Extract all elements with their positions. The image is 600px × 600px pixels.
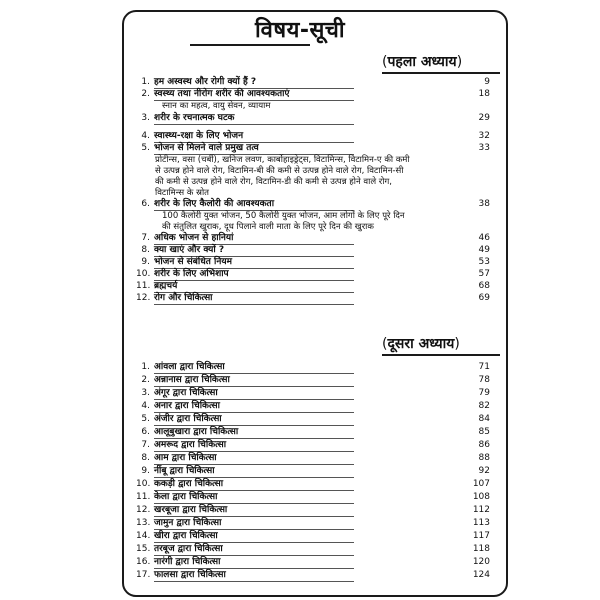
page-number: 88 (478, 453, 490, 463)
entry-title: खीरा द्वारा चिकित्सा (154, 531, 218, 541)
page-number: 79 (478, 388, 490, 398)
entry-number: 12. (136, 505, 151, 515)
entry-number: 10. (136, 269, 151, 279)
toc-entry (136, 570, 226, 581)
entry-title: तरबूज द्वारा चिकित्सा (154, 544, 223, 554)
entry-number: 9. (141, 466, 150, 476)
entry-number: 8. (141, 453, 150, 463)
entry-subtopics: विटामिन्स के स्रोत (155, 188, 209, 198)
page-number: 68 (478, 281, 490, 291)
entry-title: अंजीर द्वारा चिकित्सा (154, 414, 222, 424)
entry-subtopics: की संतुलित खुराक, दूध पिलाने वाली माता के लिए पूरे दिन की खुराक (162, 222, 374, 232)
page-number: 86 (478, 440, 490, 450)
entry-title: स्वास्थ्य-रक्षा के लिए भोजन (154, 131, 244, 141)
entry-title: शरीर के लिए अभिशाप (154, 269, 229, 279)
toc-entry (136, 544, 223, 555)
entry-underline (154, 503, 354, 504)
chapter-2-underline (382, 354, 500, 356)
entry-underline (154, 124, 354, 125)
entry-number: 2. (141, 89, 150, 99)
entry-number: 13. (136, 518, 151, 528)
entry-underline (154, 304, 354, 305)
toc-entry (136, 362, 225, 373)
toc-entry (136, 531, 218, 542)
entry-number: 7. (141, 440, 150, 450)
toc-entry (136, 557, 220, 568)
entry-number: 11. (136, 492, 151, 502)
entry-number: 1. (141, 77, 150, 87)
title-underline (190, 44, 310, 46)
page-number: 57 (478, 269, 490, 279)
entry-number: 9. (141, 257, 150, 267)
page-number: 32 (478, 131, 490, 141)
entry-number: 8. (141, 245, 150, 255)
entry-title: भोजन से मिलने वाले प्रमुख तत्व (154, 143, 259, 153)
entry-title: अंगूर द्वारा चिकित्सा (154, 388, 218, 398)
entry-underline (154, 464, 354, 465)
entry-underline (154, 425, 354, 426)
toc-entry (136, 401, 220, 412)
entry-underline (154, 438, 354, 439)
entry-underline (154, 555, 354, 556)
entry-number: 5. (141, 143, 150, 153)
chapter-2-heading: (दूसरा अध्याय) (382, 336, 460, 352)
entry-number: 7. (141, 233, 150, 243)
entry-title: अधिक भोजन से हानियां (154, 233, 234, 243)
entry-title: फालसा द्वारा चिकित्सा (154, 570, 226, 580)
page-number: 49 (478, 245, 490, 255)
entry-number: 14. (136, 531, 151, 541)
entry-title: भोजन से संबंधित नियम (154, 257, 232, 267)
entry-title: ब्रह्मचर्य (154, 281, 178, 291)
page-number: 124 (472, 570, 490, 580)
toc-entry (136, 245, 224, 256)
page-number: 78 (478, 375, 490, 385)
entry-subtopics: की कमी से उत्पन्न होने वाले रोग, विटामिन-डी की कमी से उत्पन्न होने वाले रोग, (155, 177, 392, 187)
page-number: 84 (478, 414, 490, 424)
page-number: 46 (478, 233, 490, 243)
toc-entry (136, 281, 177, 292)
entry-underline (154, 386, 354, 387)
page-number: 92 (478, 466, 490, 476)
page-number: 120 (472, 557, 490, 567)
chapter-1-underline (382, 72, 500, 74)
entry-underline (154, 529, 354, 530)
entry-number: 12. (136, 293, 151, 303)
page-number: 9 (484, 77, 490, 87)
entry-title: खरबूजा द्वारा चिकित्सा (154, 505, 228, 515)
toc-entry (136, 199, 274, 210)
entry-underline (154, 477, 354, 478)
entry-number: 6. (141, 427, 150, 437)
entry-subtopics: 100 कैलोरी युक्त भोजन, 50 कैलोरी युक्त भोजन, आम लोगों के लिए पूरे दिन (162, 211, 405, 221)
chapter-1-heading: (पहला अध्याय) (382, 54, 463, 70)
page-number: 18 (478, 89, 490, 99)
entry-underline (154, 568, 354, 569)
toc-entry (136, 479, 223, 490)
page-number: 53 (478, 257, 490, 267)
page-number: 82 (478, 401, 490, 411)
page-number: 29 (478, 113, 490, 123)
entry-title: आम द्वारा चिकित्सा (154, 453, 217, 463)
entry-number: 4. (141, 401, 150, 411)
toc-entry (136, 113, 234, 124)
entry-underline (154, 516, 354, 517)
page-number: 71 (478, 362, 490, 372)
page-number: 108 (472, 492, 490, 502)
entry-title: रोग और चिकित्सा (154, 293, 213, 303)
page-number: 112 (472, 505, 490, 515)
toc-entry (136, 143, 259, 154)
page-number: 107 (472, 479, 490, 489)
entry-underline (154, 451, 354, 452)
toc-entry (136, 414, 222, 425)
toc-entry (136, 492, 217, 503)
entry-underline (154, 373, 354, 374)
entry-title: शरीर के रचनात्मक घटक (154, 113, 235, 123)
entry-subtopics: से उत्पन्न होने वाले रोग, विटामिन-बी की कमी से उत्पन्न होने वाले रोग, विटामिन-सी (155, 166, 404, 176)
toc-entry (136, 453, 217, 464)
entry-number: 11. (136, 281, 151, 291)
entry-title: नारंगी द्वारा चिकित्सा (154, 557, 221, 567)
entry-number: 4. (141, 131, 150, 141)
page-number: 38 (478, 199, 490, 209)
toc-entry (136, 131, 243, 142)
toc-entry (136, 388, 218, 399)
entry-number: 5. (141, 414, 150, 424)
entry-number: 3. (141, 113, 150, 123)
page-number: 33 (478, 143, 490, 153)
toc-entry (136, 466, 215, 477)
entry-title: अन्नानास द्वारा चिकित्सा (154, 375, 230, 385)
entry-number: 10. (136, 479, 151, 489)
entry-number: 16. (136, 557, 151, 567)
entry-title: जामुन द्वारा चिकित्सा (154, 518, 222, 528)
entry-subtopics: प्रोटीन्स, वसा (चर्बी), खनिज लवण, कार्बोहाइड्रेट्स, विटामिन्स, विटामिन-ए की कमी (155, 155, 410, 165)
entry-underline (154, 412, 354, 413)
toc-entry (136, 89, 289, 100)
entry-title: क्या खाएं और क्यों ? (154, 245, 225, 255)
page-number: 113 (472, 518, 490, 528)
entry-underline (154, 581, 354, 582)
entry-underline (154, 399, 354, 400)
entry-subtopics: स्नान का महत्व, वायु सेवन, व्यायाम (162, 101, 271, 111)
toc-entry (136, 233, 233, 244)
toc-entry (136, 427, 238, 438)
page-number: 85 (478, 427, 490, 437)
entry-title: आलूबुखारा द्वारा चिकित्सा (154, 427, 239, 437)
entry-title: आंवला द्वारा चिकित्सा (154, 362, 225, 372)
entry-number: 2. (141, 375, 150, 385)
entry-title: स्वस्थ्य तथा नीरोग शरीर की आवश्यकताएं (154, 89, 290, 99)
toc-entry (136, 77, 256, 88)
entry-underline (154, 542, 354, 543)
entry-number: 17. (136, 570, 151, 580)
page-number: 117 (472, 531, 490, 541)
entry-title: अनार द्वारा चिकित्सा (154, 401, 220, 411)
entry-number: 1. (141, 362, 150, 372)
toc-entry (136, 505, 227, 516)
toc-entry (136, 375, 230, 386)
entry-number: 15. (136, 544, 151, 554)
toc-entry (136, 440, 226, 451)
entry-title: अमरूद द्वारा चिकित्सा (154, 440, 227, 450)
entry-underline (154, 280, 354, 281)
toc-entry (136, 269, 229, 280)
entry-number: 6. (141, 199, 150, 209)
entry-underline (154, 490, 354, 491)
entry-number: 3. (141, 388, 150, 398)
entry-title: हम अस्वस्थ और रोगी क्यों हैं ? (154, 77, 257, 87)
toc-entry (136, 257, 232, 268)
page-number: 118 (472, 544, 490, 554)
entry-title: शरीर के लिए कैलोरी की आवश्यकता (154, 199, 275, 209)
entry-title: केला द्वारा चिकित्सा (154, 492, 218, 502)
toc-entry (136, 293, 213, 304)
page-number: 69 (478, 293, 490, 303)
entry-title: नींबू द्वारा चिकित्सा (154, 466, 215, 476)
entry-title: ककड़ी द्वारा चिकित्सा (154, 479, 224, 489)
page-title: विषय-सूची (254, 18, 346, 43)
toc-entry (136, 518, 221, 529)
